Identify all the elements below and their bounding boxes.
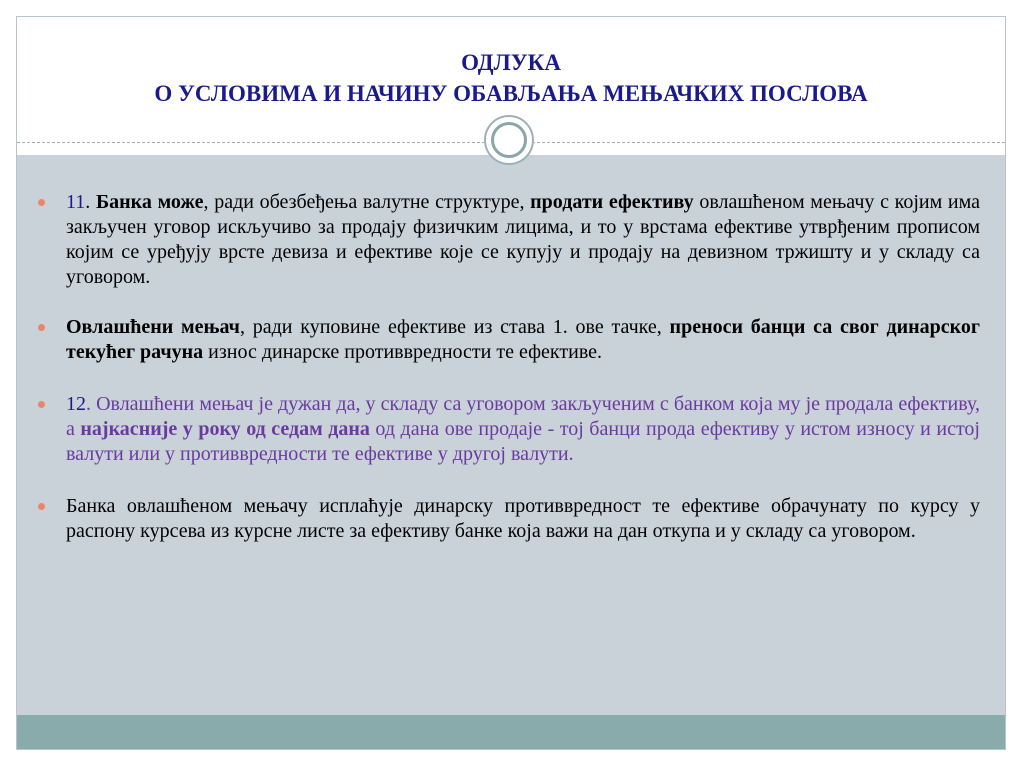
item-number-11: 11 bbox=[66, 191, 86, 213]
bullet-dot-icon bbox=[38, 199, 45, 206]
item-number-12: 12 bbox=[66, 393, 86, 415]
bold-text: продати ефективу bbox=[530, 191, 694, 213]
circle-ring-icon bbox=[484, 115, 534, 165]
item-number-sep: . bbox=[85, 191, 96, 213]
footer-bar bbox=[17, 715, 1005, 750]
text-run: , ради куповине ефективе из става 1. ове тачке, bbox=[239, 316, 670, 338]
paragraph-1 bbox=[66, 190, 980, 290]
text-run: овлашћеном мењачу с којим има закључен уговор искључиво за продају физичким лицима, и то у врстама ефективе утврђеним прописом којим се уређују врсте девиза и ефективе које се купују и продају на девизном тржишту и у складу са уговором. bbox=[66, 191, 981, 288]
title-line-1: ОДЛУКА bbox=[461, 50, 561, 75]
slide-title bbox=[17, 47, 1005, 109]
text-run: од дана ове продаје - тој банци прода ефективу у истом износу и истој валути или у противвредности те ефективе у другој валути. bbox=[66, 418, 980, 465]
circle-ring-inner bbox=[491, 122, 527, 158]
bold-text: Овлашћени мењач bbox=[66, 316, 240, 338]
bullet-dot-icon bbox=[38, 503, 45, 510]
paragraph-2 bbox=[66, 315, 980, 365]
text-run: износ динарске противвредности те ефективе. bbox=[203, 341, 603, 363]
title-line-2: О УСЛОВИМА И НАЧИНУ ОБАВЉАЊА МЕЊАЧКИХ ПОСЛОВА bbox=[154, 81, 868, 106]
text-run: , ради обезбеђења валутне структуре, bbox=[203, 191, 531, 213]
slide-content bbox=[66, 190, 980, 544]
item-number-sep: . bbox=[86, 393, 97, 415]
bold-text: најкасније у року од седам дана bbox=[80, 418, 370, 440]
bullet-dot-icon bbox=[38, 401, 45, 408]
paragraph-4 bbox=[66, 494, 980, 544]
text-run: Банка овлашћеном мењачу исплаћује динарску противвредност те ефективе обрачунату по курсу у распону курсева из курсне листе за ефективу банке која важи на дан откупа и у складу са уговором. bbox=[66, 495, 980, 542]
text-run: Овлашћени мењач је дужан да, у складу са уговором закљученим с банком која му је продала ефективу, а bbox=[66, 393, 980, 440]
bold-text: Банка може bbox=[95, 191, 204, 213]
bold-text: преноси банци са свог динарског текућег рачуна bbox=[66, 316, 980, 363]
bullet-dot-icon bbox=[38, 324, 45, 331]
paragraph-3 bbox=[66, 392, 980, 467]
